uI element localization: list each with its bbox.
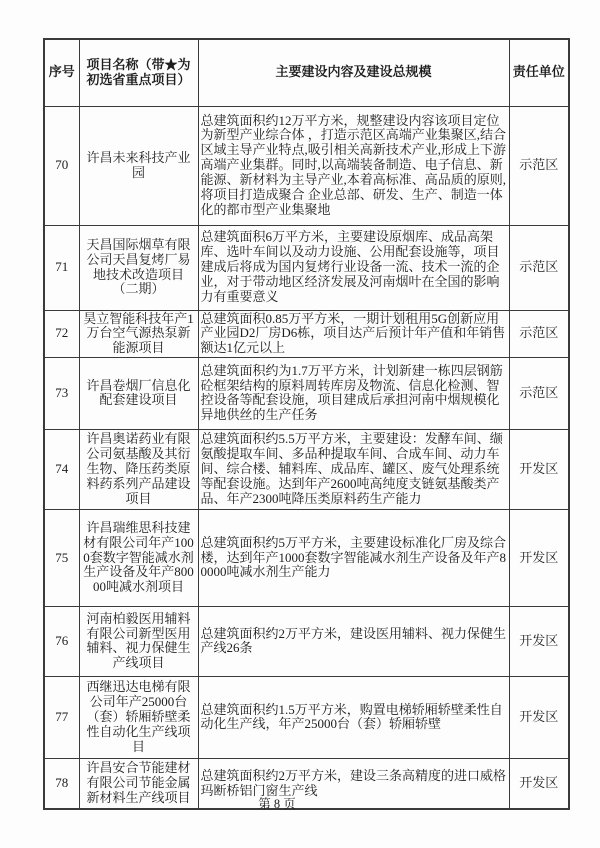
cell-serial-number: 76 [44,606,79,676]
cell-construction-content: 总建筑面积约为1.7万平方米，计划新建一栋四层钢筋砼框架结构的原料周转库房及物流、信息化检测、智控设备等配套设施，项目建成后承担河南中烟规模化异地供丝的生产任务 [198,357,509,429]
cell-project-name: 许昌卷烟厂信息化配套建设项目 [79,357,198,429]
table-row [44,225,569,310]
table-row [44,357,569,429]
table-body [44,106,569,809]
cell-project-name: 许昌未来科技产业园 [79,106,198,225]
page-number: 第 8 页 [258,797,296,811]
cell-serial-number: 70 [44,106,79,225]
cell-project-name: 许昌奥诺药业有限公司氨基酸及其衍生物、降压药类原料药系列产品建设项目 [79,429,198,509]
cell-serial-number: 72 [44,310,79,357]
cell-project-name: 许昌瑞维思科技建材有限公司年产1000套数字智能减水剂生产设备及年产80000吨减水剂项目 [79,509,198,606]
table-row [44,676,569,758]
cell-serial-number: 77 [44,676,79,758]
col-header-serial: 序号 [44,39,79,106]
table-row [44,106,569,225]
table-row [44,509,569,606]
cell-responsible-unit: 开发区 [509,676,569,758]
cell-serial-number: 75 [44,509,79,606]
cell-construction-content: 总建筑面积约5万平方米，主要建设标准化厂房及综合楼，达到年产1000套数字智能减水剂生产设备及年产80000吨减水剂生产能力 [198,509,509,606]
table-row [44,606,569,676]
header-row [44,39,569,106]
cell-responsible-unit: 示范区 [509,106,569,225]
cell-construction-content: 总建筑面积约12万平方米，规整建设内容该项目定位为新型产业综合体 ，打造示范区高端产业集聚区,结合区域主导产业特点,吸引相关高新技术产业,形成上下游高端产业集群。同时,以高端装备制造、电子信息、新能源、新材料为主导产业,本着高标准、高品质的原则,将项目打造成聚合 企业总部、研发、生产、制造一体化的都市型产业集聚地 [198,106,509,225]
table-row [44,429,569,509]
cell-construction-content: 总建筑面积约2万平方米，建设三条高精度的进口威格玛断桥铝门窗生产线 [198,758,509,809]
cell-serial-number: 74 [44,429,79,509]
cell-responsible-unit: 开发区 [509,509,569,606]
cell-construction-content: 总建筑面积约1.5万平方米，购置电梯轿厢轿壁柔性自动化生产线，年产25000台（套）轿厢轿壁 [198,676,509,758]
cell-responsible-unit: 示范区 [509,225,569,310]
col-header-responsible-unit: 责任单位 [509,39,569,106]
cell-responsible-unit: 开发区 [509,429,569,509]
col-header-content-scale: 主要建设内容及建设总规模 [198,39,509,106]
cell-serial-number: 73 [44,357,79,429]
cell-responsible-unit: 示范区 [509,310,569,357]
table-row [44,758,569,809]
col-header-project-name: 项目名称（带★为初选省重点项目） [79,39,198,106]
cell-project-name: 许昌安合节能建材有限公司节能金属新材料生产线项目 [79,758,198,809]
table-header [44,39,569,106]
cell-project-name: 天昌国际烟草有限公司天昌复烤厂易地技术改造项目（二期） [79,225,198,310]
cell-serial-number: 71 [44,225,79,310]
cell-construction-content: 总建筑面积0.85万平方米，一期计划租用5G创新应用产业园D2厂房D6栋，项目达产后预计年产值和年销售额达1亿元以上 [198,310,509,357]
cell-construction-content: 总建筑面积6万平方米，主要建设原烟库、成品高架库、选叶车间以及动力设施、公用配套设施等，项目建成后将成为国内复烤行业设备一流、技术一流的企业，对于带动地区经济发展及河南烟叶在全国的影响力有重要意义 [198,225,509,310]
cell-serial-number: 78 [44,758,79,809]
cell-construction-content: 总建筑面积约2万平方米，建设医用辅料、视力保健生产线26条 [198,606,509,676]
cell-responsible-unit: 示范区 [509,357,569,429]
cell-responsible-unit: 开发区 [509,758,569,809]
cell-project-name: 昊立智能科技年产1万台空气源热泵新能源项目 [79,310,198,357]
cell-responsible-unit: 开发区 [509,606,569,676]
projects-table [43,38,570,810]
table-row [44,310,569,357]
cell-construction-content: 总建筑面积约5.5万平方米，主要建设：发酵车间、缬氨酸提取车间、多品种提取车间、合成车间、动力车间、综合楼、辅料库、成品库、罐区、废气处理系统等配套设施。达到年产2600吨高纯度支链氨基酸类产品、年产2300吨降压类原料药生产能力 [198,429,509,509]
cell-project-name: 河南柏毅医用辅料有限公司新型医用辅料、视力保健生产线项目 [79,606,198,676]
cell-project-name: 西继迅达电梯有限公司年产25000台（套）轿厢轿壁柔性自动化生产线项目 [79,676,198,758]
